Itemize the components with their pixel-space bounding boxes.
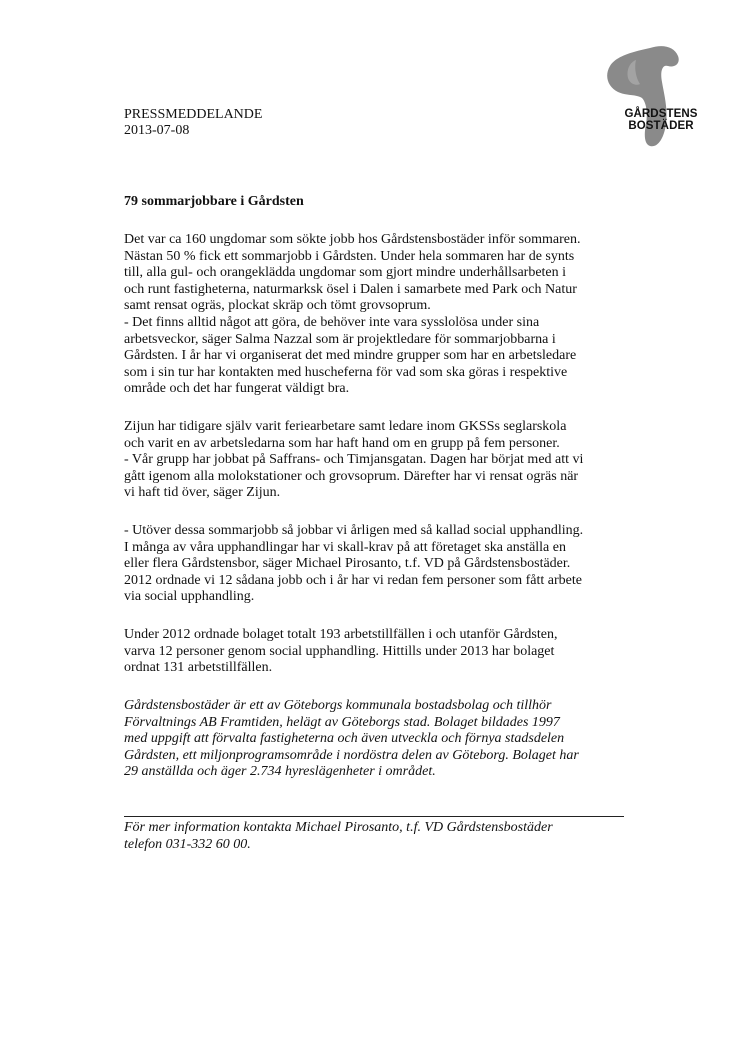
- paragraph-3: [124, 523, 624, 606]
- text-line: - Vår grupp har jobbat på Saffrans- och Timjansgatan. Dagen har börjat med att vi: [124, 452, 584, 468]
- text-line: telefon 031-332 60 00.: [124, 836, 251, 852]
- logo-text-line2: BOSTÄDER: [628, 120, 694, 132]
- text-line: Under 2012 ordnade bolaget totalt 193 arbetstillfällen i och utanför Gårdsten,: [124, 627, 558, 642]
- text-line: Förvaltnings AB Framtiden, helägt av Göteborgs stad. Bolaget bildades 1997: [124, 714, 560, 730]
- text-line: och runt fastigheterna, naturmarksk ösel i Dalen i samarbete med Park och Natur: [124, 281, 577, 297]
- text-line: Det var ca 160 ungdomar som sökte jobb hos Gårdstensbostäder inför sommaren.: [124, 232, 581, 247]
- about-company: [124, 698, 624, 781]
- document-type: PRESSMEDDELANDE: [124, 107, 263, 122]
- text-line: - Utöver dessa sommarjobb så jobbar vi årligen med så kallad social upphandling.: [124, 523, 584, 538]
- text-line: Nästan 50 % fick ett sommarjobb i Gårdsten. Under hela sommaren har de synts: [124, 248, 575, 264]
- text-line: gått igenom alla molokstationer och grovsoprum. Därefter har vi rensat ogräs när: [124, 468, 579, 484]
- text-line: varva 12 personer genom social upphandling. Hittills under 2013 har bolaget: [124, 643, 555, 659]
- text-line: med uppgift att förvalta fastigheterna och även utveckla och förnya stadsdelen: [124, 731, 565, 747]
- text-line: 2012 ordnade vi 12 sådana jobb och i år har vi redan fem personer som fått arbete: [124, 572, 582, 588]
- text-line: ordnat 131 arbetstillfällen.: [124, 660, 273, 676]
- company-logo: [592, 42, 704, 150]
- contact-info: [124, 820, 624, 853]
- text-line: Gårdsten. I år har vi organiserat det med mindre grupper som har en arbetsledare: [124, 348, 577, 364]
- text-line: I många av våra upphandlingar har vi skall-krav på att företaget ska anställa en: [124, 539, 566, 555]
- text-line: eller flera Gårdstensbor, säger Michael Pirosanto, t.f. VD på Gårdstensbostäder.: [124, 556, 571, 572]
- text-line: område och det har fungerat väldigt bra.: [124, 381, 350, 397]
- text-line: För mer information kontakta Michael Pirosanto, t.f. VD Gårdstensbostäder: [124, 820, 553, 835]
- text-line: som i sin tur har kontakten med huscheferna för vad som ska göras i respektive: [124, 364, 568, 380]
- document-title: 79 sommarjobbare i Gårdsten: [124, 194, 304, 209]
- text-line: via social upphandling.: [124, 589, 255, 605]
- text-line: Gårdsten, ett miljonprogramsområde i nordöstra delen av Göteborg. Bolaget har: [124, 747, 579, 763]
- document-date: 2013-07-08: [124, 123, 190, 138]
- logo-mark-icon: [592, 42, 704, 150]
- text-line: - Det finns alltid något att göra, de behöver inte vara sysslolösa under sina: [124, 314, 540, 330]
- text-line: samt rensat ogräs, plockat skräp och tömt grovsoprum.: [124, 298, 431, 314]
- text-line: och varit en av arbetsledarna som har haft hand om en grupp på fem personer.: [124, 435, 560, 451]
- text-line: arbetsveckor, säger Salma Nazzal som är projektledare för sommarjobbarna i: [124, 331, 556, 347]
- text-line: till, alla gul- och orangeklädda ungdomar som gjort mindre underhållsarbeten i: [124, 265, 567, 281]
- text-line: Gårdstensbostäder är ett av Göteborgs kommunala bostadsbolag och tillhör: [124, 698, 552, 713]
- paragraph-4: [124, 627, 624, 677]
- logo-text-line1: GÅRDSTENS: [624, 108, 698, 120]
- paragraph-1: [124, 232, 624, 398]
- text-line: 29 anställda och äger 2.734 hyreslägenheter i området.: [124, 764, 436, 780]
- text-line: Zijun har tidigare själv varit feriearbetare samt ledare inom GKSSs seglarskola: [124, 419, 567, 434]
- paragraph-2: [124, 419, 624, 502]
- document-header: [124, 107, 262, 139]
- text-line: vi haft tid över, säger Zijun.: [124, 485, 281, 501]
- divider: [124, 816, 624, 817]
